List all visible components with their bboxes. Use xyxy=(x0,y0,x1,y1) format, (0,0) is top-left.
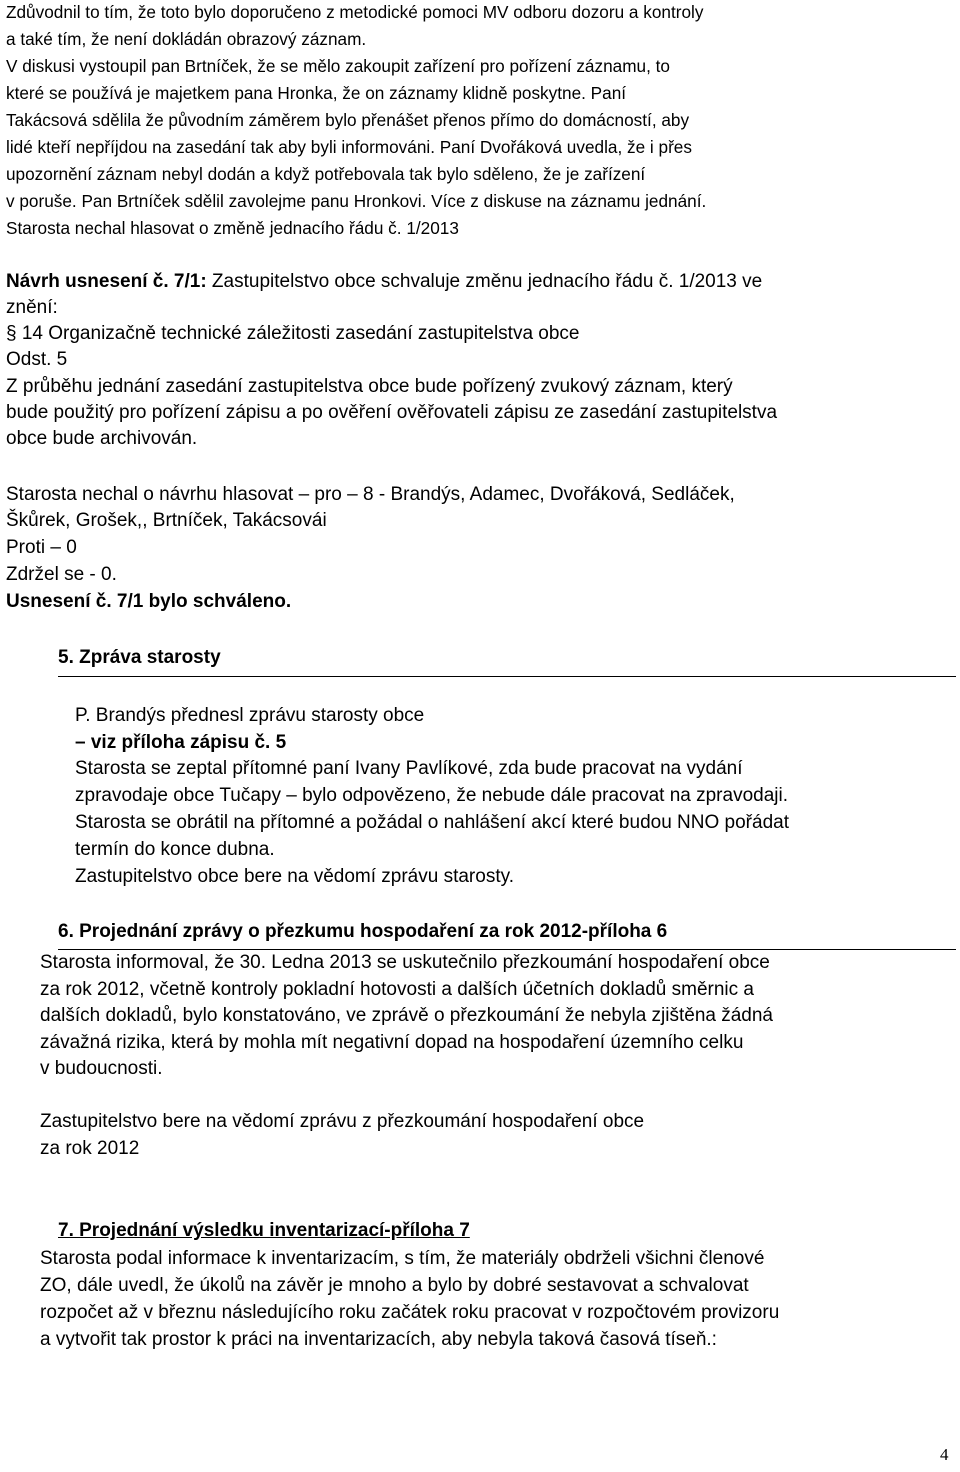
section6-line-2: za rok 2012, včetně kontroly pokladní hotovosti a dalších účetních dokladů směrnic a xyxy=(40,979,754,1000)
vote-abstain: Zdržel se - 0. xyxy=(6,564,117,585)
para1-line-8: v poruše. Pan Brtníček sdělil zavolejme panu Hronkovi. Více z diskuse na záznamu jednání. xyxy=(6,191,707,211)
para1-line-3: V diskusi vystoupil pan Brtníček, že se mělo zakoupit zařízení pro pořízení záznamu, to xyxy=(6,56,670,76)
para1-line-6: lidé kteří nepříjdou na zasedání tak aby byli informováni. Paní Dvořáková uvedla, že i přes xyxy=(6,137,692,157)
section5-line-7: Zastupitelstvo obce bere na vědomí zprávu starosty. xyxy=(75,866,514,887)
section7-line-4: a vytvořit tak prostor k práci na inventarizacích, aby nebyla taková časová tíseň.: xyxy=(40,1329,717,1350)
para1-line-2: a také tím, že není dokládán obrazový záznam. xyxy=(6,29,367,49)
section6-line-3: dalších dokladů, bylo konstatováno, ve zprávě o přezkoumání že nebyla zjištěna žádná xyxy=(40,1005,774,1026)
vote-against: Proti – 0 xyxy=(6,537,77,558)
vote-line-1: Starosta nechal o návrhu hlasovat – pro – 8 - Brandýs, Adamec, Dvořáková, Sedláček, xyxy=(6,484,735,505)
section5-line-6: termín do konce dubna. xyxy=(75,839,275,860)
section6-line-1: Starosta informoval, že 30. Ledna 2013 se uskutečnilo přezkoumání hospodaření obce xyxy=(40,952,770,973)
section5-heading-rule xyxy=(58,676,956,677)
proposal-line-5: Z průběhu jednání zasedání zastupitelstva obce bude pořízený zvukový záznam, který xyxy=(6,376,733,397)
section5-heading: 5. Zpráva starosty xyxy=(58,647,221,668)
proposal-line-3: § 14 Organizačně technické záležitosti zasedání zastupitelstva obce xyxy=(6,323,580,344)
proposal-text: Zastupitelstvo obce schvaluje změnu jednacího řádu č. 1/2013 ve xyxy=(206,271,763,292)
section6-heading-rule xyxy=(58,949,956,950)
section7-line-3: rozpočet až v březnu následujícího roku začátek roku pracovat v rozpočtovém provizoru xyxy=(40,1302,780,1323)
section6-line-4: závažná rizika, která by mohla mít negativní dopad na hospodaření územního celku xyxy=(40,1032,744,1053)
vote-line-2: Škůrek, Grošek,, Brtníček, Takácsovái xyxy=(6,510,327,531)
section6-line-5: v budoucnosti. xyxy=(40,1058,163,1079)
para1-line-5: Takácsová sdělila že původním záměrem bylo přenášet přenos přímo do domácností, aby xyxy=(6,110,690,130)
section7-heading: 7. Projednání výsledku inventarizací-příloha 7 xyxy=(58,1220,470,1241)
para1-line-4: které se používá je majetkem pana Hronka, že on záznamy klidně poskytne. Paní xyxy=(6,83,627,103)
page-number: 4 xyxy=(940,1445,949,1464)
section7-line-2: ZO, dále uvedl, že úkolů na závěr je mnoho a bylo by dobré sestavovat a schvalovat xyxy=(40,1275,749,1296)
section7-line-1: Starosta podal informace k inventarizacím, s tím, že materiály obdrželi všichni členové xyxy=(40,1248,765,1269)
vote-result: Usnesení č. 7/1 bylo schváleno. xyxy=(6,591,292,612)
proposal-label: Návrh usnesení č. 7/1: xyxy=(6,271,207,292)
section5-line-2: – viz příloha zápisu č. 5 xyxy=(75,732,287,753)
section6-line-7: za rok 2012 xyxy=(40,1138,140,1159)
proposal-line-4: Odst. 5 xyxy=(6,349,68,370)
section5-line-1: P. Brandýs přednesl zprávu starosty obce xyxy=(75,705,425,726)
section5-line-5: Starosta se obrátil na přítomné a požádal o nahlášení akcí které budou NNO pořádat xyxy=(75,812,789,833)
para1-line-7: upozornění záznam nebyl dodán a když potřebovala tak bylo sděleno, že je zařízení xyxy=(6,164,646,184)
proposal-line-1 xyxy=(6,272,762,291)
section5-line-4: zpravodaje obce Tučapy – bylo odpovězeno, že nebude dále pracovat na zpravodaji. xyxy=(75,785,788,806)
para1-line-1: Zdůvodnil to tím, že toto bylo doporučeno z metodické pomoci MV odboru dozoru a kontroly xyxy=(6,2,704,22)
para1-line-9: Starosta nechal hlasovat o změně jednacího řádu č. 1/2013 xyxy=(6,218,459,238)
section5-line-3: Starosta se zeptal přítomné paní Ivany Pavlíkové, zda bude pracovat na vydání xyxy=(75,758,743,779)
proposal-line-7: obce bude archivován. xyxy=(6,428,198,449)
section6-heading: 6. Projednání zprávy o přezkumu hospodaření za rok 2012-příloha 6 xyxy=(58,921,668,942)
section6-line-6: Zastupitelstvo bere na vědomí zprávu z přezkoumání hospodaření obce xyxy=(40,1111,645,1132)
proposal-line-2: znění: xyxy=(6,297,58,318)
proposal-line-6: bude použitý pro pořízení zápisu a po ověření ověřovateli zápisu ze zasedání zastupitelstva xyxy=(6,402,778,423)
